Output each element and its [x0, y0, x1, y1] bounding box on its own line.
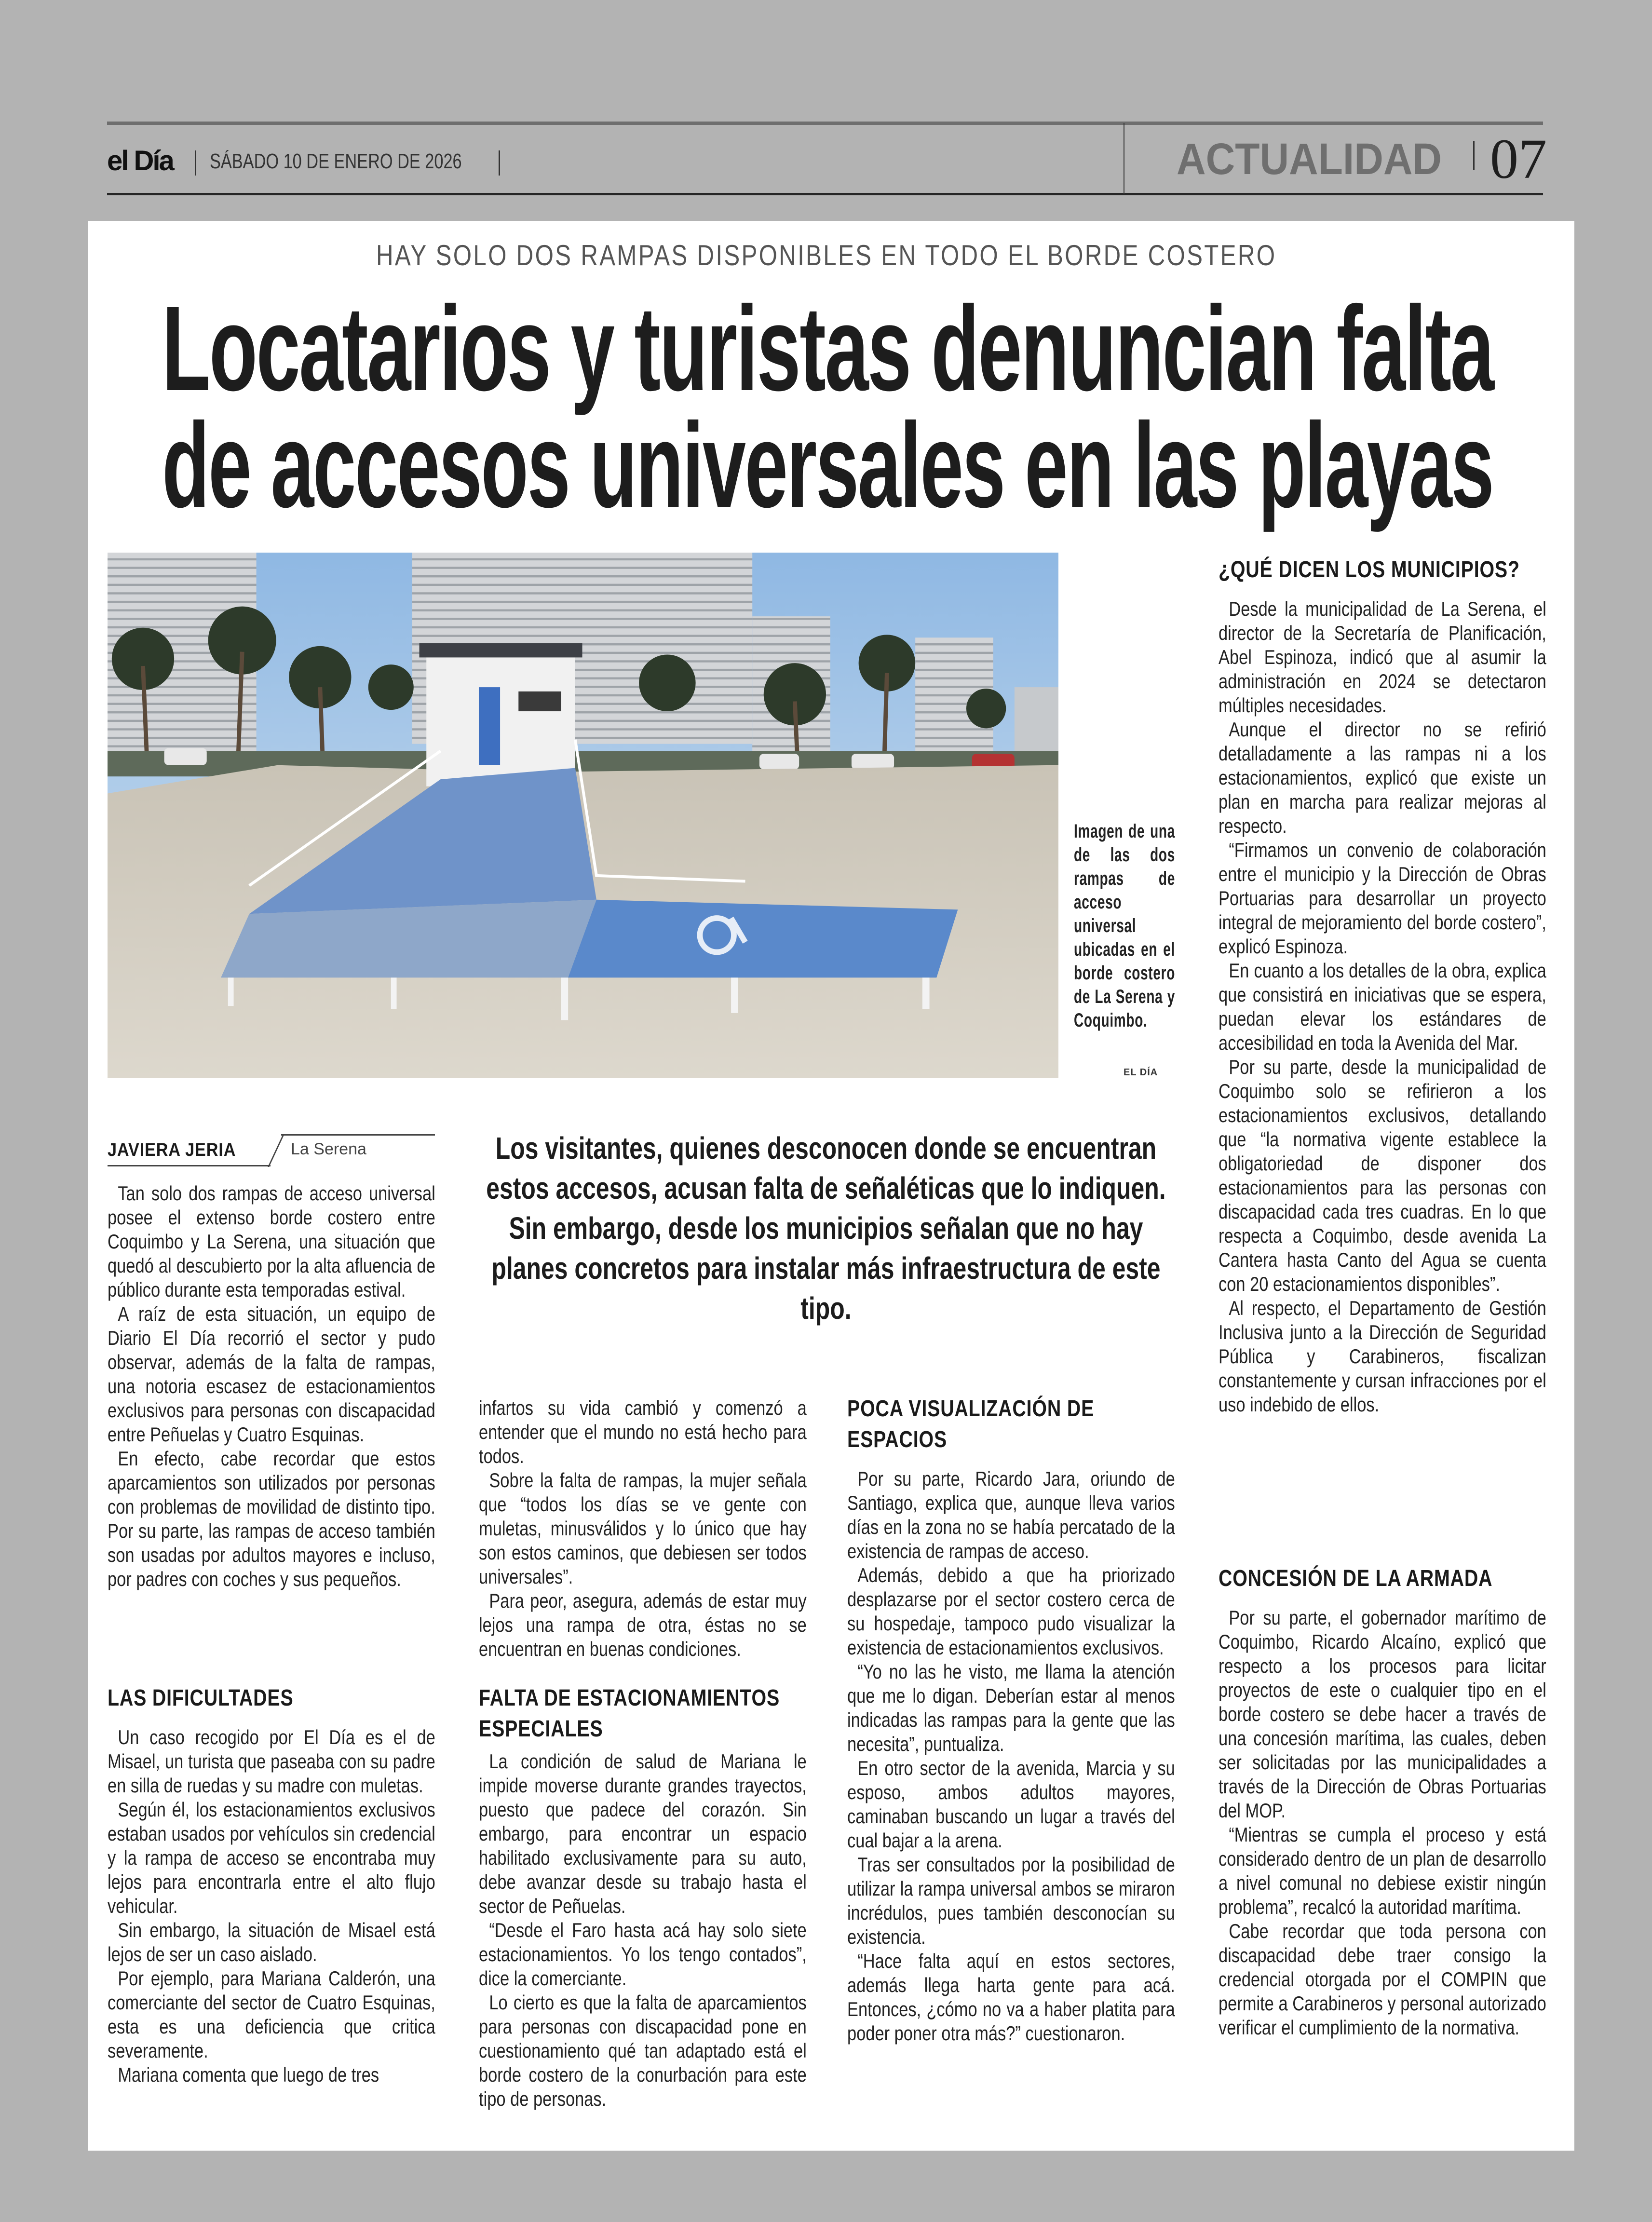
paragraph: En cuanto a los detalles de la obra, explica que consistirá en iniciativas que se espera, puedan elevar los estándares de accesibilidad en toda la Avenida del Mar. — [1219, 959, 1546, 1054]
paragraph: Tan solo dos rampas de acceso universal posee el extenso borde costero entre Coquimbo y La Serena, una situación que quedó al descubierto por la alta afluencia de público durante esta temporadas estival. — [108, 1182, 435, 1301]
paragraph: Sobre la falta de rampas, la mujer señala que “todos los días se ve gente con muletas, minusválidos y lo único que hay son estos caminos, que debiesen ser todos universales”. — [479, 1469, 807, 1588]
photo-credit: EL DÍA — [1124, 1067, 1158, 1078]
column-4-bottom — [1219, 1563, 1546, 2040]
paragraph: infartos su vida cambió y comenzó a entender que el mundo no está hecho para todos. — [479, 1396, 807, 1467]
paragraph: “Yo no las he visto, me llama la atención que me lo digan. Deberían estar al menos indicadas las rampas para la gente que las necesita”, puntualiza. — [847, 1660, 1175, 1755]
column-4-top — [1219, 555, 1546, 1417]
author-name: JAVIERA JERIA — [108, 1140, 236, 1160]
paragraph: En efecto, cabe recordar que estos aparcamientos son utilizados por personas con problemas de movilidad de distinto tipo. Por su parte, las rampas de acceso también son usadas por adultos mayores e incluso, por padres con coches y sus pequeños. — [108, 1447, 435, 1590]
paragraph: Por su parte, el gobernador marítimo de Coquimbo, Ricardo Alcaíno, explicó que respecto a los procesos para licitar proyectos de este o cualquier tipo en el borde costero se debe hacer a través de una concesión marítima, las cuales, deben ser solicitadas por las municipalidades a través de la Dirección de Obras Portuarias del MOP. — [1219, 1606, 1546, 1822]
byline-rule — [108, 1165, 271, 1166]
subheading: LAS DIFICULTADES — [108, 1685, 294, 1711]
page-number: 07 — [1490, 127, 1547, 190]
paragraph: Aunque el director no se refirió detalladamente a las rampas ni a los estacionamientos, explicó que existe un plan en marcha para realizar mejoras al respecto. — [1219, 718, 1546, 837]
paragraph: En otro sector de la avenida, Marcia y su esposo, ambos adultos mayores, caminaban buscando un lugar a través del cual bajar a la arena. — [847, 1757, 1175, 1852]
headline-line-1: Locatarios y turistas denuncian falta — [162, 281, 1493, 416]
paragraph: “Firmamos un convenio de colaboración entre el municipio y la Dirección de Obras Portuarias para desarrollar un proyecto integral de mejoramiento del borde costero”, explicó Espinoza. — [1219, 839, 1546, 958]
paragraph: Por su parte, desde la municipalidad de Coquimbo solo se refirieron a los estacionamientos exclusivos, detallando que “la normativa vigente establece la obligatoriedad de disponer dos estacionamientos para las personas con discapacidad cada tres cuadras. En lo que respecta a Coquimbo, desde avenida La Cantera hasta Canto del Agua se cuenta con 20 estacionamientos disponibles”. — [1219, 1056, 1546, 1295]
paragraph: La condición de salud de Mariana le impide moverse durante grandes trayectos, puesto que padece del corazón. Sin embargo, para encontrar un espacio habilitado exclusivamente para su auto, debe avanzar desde su trabajo hasta el sector de Peñuelas. — [479, 1750, 807, 1917]
paragraph: Desde la municipalidad de La Serena, el director de la Secretaría de Planificación, Abel Espinoza, indicó que al asumir la administración en 2024 se detectaron múltiples necesidades. — [1219, 597, 1546, 717]
paragraph: “Mientras se cumpla el proceso y está considerado dentro de un plan de desarrollo a nivel comunal no debiese existir ningún problema”, recalcó la autoridad marítima. — [1219, 1823, 1546, 1918]
paragraph: Un caso recogido por El Día es el de Misael, un turista que paseaba con su padre en silla de ruedas y su madre con muletas. — [108, 1726, 435, 1797]
newspaper-logo: el Día — [107, 145, 173, 176]
paragraph: Lo cierto es que la falta de aparcamientos para personas con discapacidad pone en cuestionamiento qué tan adaptado está el borde costero de la conurbación para este tipo de personas. — [479, 1991, 807, 2110]
paragraph: Según él, los estacionamientos exclusivos estaban usados por vehículos sin credencial y la rampa de acceso se encontraba muy lejos para encontrarla entre el alto flujo vehicular. — [108, 1798, 435, 1917]
photo-caption: Imagen de una de las dos rampas de acceso universal ubicadas en el borde costero de La Serena y Coquimbo. — [1074, 821, 1175, 1031]
column-2-top — [479, 1396, 807, 1661]
header-separator — [195, 150, 196, 176]
section-name: ACTUALIDAD — [1177, 135, 1442, 184]
subheading: FALTA DE ESTACIONAMIENTOS ESPECIALES — [479, 1685, 780, 1742]
paragraph: Cabe recordar que toda persona con discapacidad debe traer consigo la credencial otorgada por el COMPIN que permite a Carabineros y personal autorizado verificar el cumplimiento de la normativa. — [1219, 1920, 1546, 2039]
headline-line-2: de accesos universales en las playas — [162, 398, 1493, 532]
byline-location: La Serena — [291, 1140, 366, 1158]
paragraph: “Desde el Faro hasta acá hay solo siete estacionamientos. Yo los tengo contados”, dice la comerciante. — [479, 1919, 807, 1990]
header-top-rule — [107, 122, 1543, 125]
paragraph: Mariana comenta que luego de tres — [118, 2063, 379, 2086]
paragraph: A raíz de esta situación, un equipo de Diario El Día recorrió el sector y pudo observar, además de la falta de rampas, una notoria escasez de estacionamientos exclusivos para personas con discapacidad entre Peñuelas y Cuatro Esquinas. — [108, 1302, 435, 1446]
subheading: CONCESIÓN DE LA ARMADA — [1219, 1566, 1493, 1591]
subheading: ¿QUÉ DICEN LOS MUNICIPIOS? — [1219, 557, 1520, 583]
pull-quote: Los visitantes, quienes desconocen donde se encuentran estos accesos, acusan falta de señaléticas que lo indiquen. Sin embargo, desde los municipios señalan que no hay planes concretos para instalar más infraestructura de este tipo. — [486, 1131, 1166, 1326]
article-kicker: HAY SOLO DOS RAMPAS DISPONIBLES EN TODO EL BORDE COSTERO — [376, 239, 1277, 271]
byline-rule — [281, 1134, 435, 1136]
paragraph: Tras ser consultados por la posibilidad de utilizar la rampa universal ambos se miraron incrédulos, pues también desconocían su existencia. — [847, 1853, 1175, 1948]
column-1-bottom — [108, 1683, 435, 2087]
paragraph: Por su parte, Ricardo Jara, oriundo de Santiago, explica que, aunque lleva varios días en la zona no se había percatado de la existencia de rampas de acceso. — [847, 1467, 1175, 1562]
column-2-bottom — [479, 1683, 807, 2111]
issue-date: SÁBADO 10 DE ENERO DE 2026 — [210, 149, 462, 173]
paragraph: Sin embargo, la situación de Misael está lejos de ser un caso aislado. — [108, 1919, 435, 1965]
paragraph: Para peor, asegura, además de estar muy lejos una rampa de otra, éstas no se encuentran en buenas condiciones. — [479, 1589, 807, 1660]
beach-ramp-photo — [108, 553, 1058, 1078]
header-bottom-rule — [107, 193, 1543, 195]
column-1-top — [108, 1181, 435, 1591]
header-separator — [1473, 141, 1475, 170]
column-3 — [847, 1394, 1175, 2046]
byline-slash — [268, 1134, 284, 1167]
paragraph: “Hace falta aquí en estos sectores, además llega harta gente para acá. Entonces, ¿cómo no va a haber platita para poder poner otra más?” cuestionaron. — [847, 1950, 1175, 2045]
byline — [108, 1133, 435, 1162]
paragraph: Al respecto, el Departamento de Gestión Inclusiva junto a la Dirección de Seguridad Pública y Carabineros, fiscalizan constantemente y cursan infracciones por el uso indebido de ellos. — [1219, 1297, 1546, 1416]
paragraph: Por ejemplo, para Mariana Calderón, una comerciante del sector de Cuatro Esquinas, esta es una deficiencia que critica severamente. — [108, 1967, 435, 2062]
paragraph: Además, debido a que ha priorizado desplazarse por el sector costero cerca de su hospedaje, tampoco pudo visualizar la existencia de estacionamientos exclusivos. — [847, 1564, 1175, 1659]
subheading: POCA VISUALIZACIÓN DE ESPACIOS — [847, 1396, 1095, 1452]
header-separator — [499, 150, 500, 176]
